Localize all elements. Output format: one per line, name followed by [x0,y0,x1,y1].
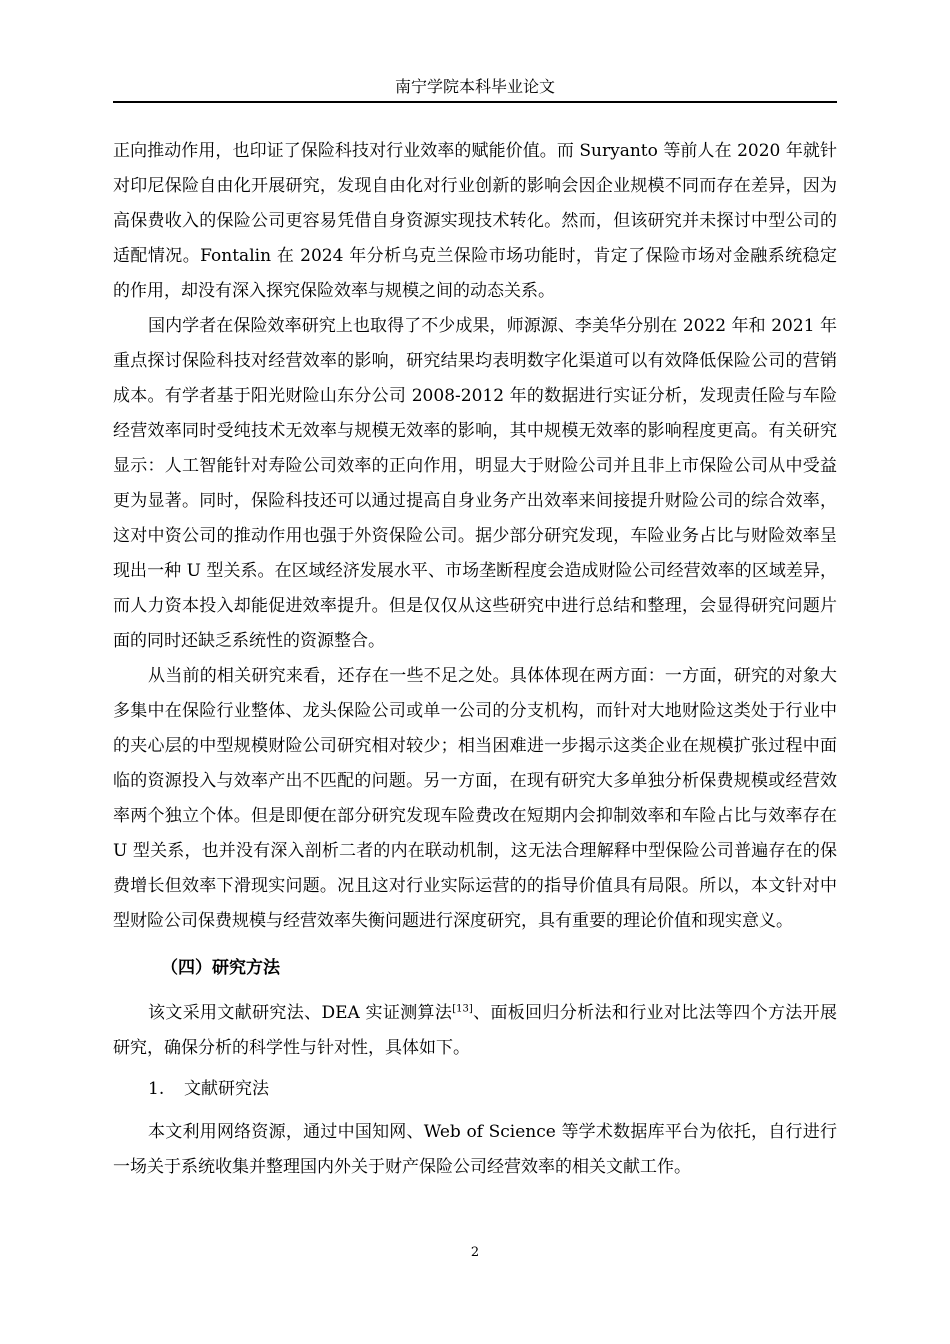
list-item-literature-method [113,1072,837,1107]
running-header: 南宁学院本科毕业论文 [394,77,555,96]
paragraph-continuation: 正向推动作用，也印证了保险科技对行业效率的赋能价值。而 Suryanto 等前人在 2020 年就针对印尼保险自由化开展研究，发现自由化对行业创新的影响会因企业规模不同而存在差异，因为高保费收入的保险公司更容易凭借自身资源实现技术转化。然而，但该研究并未探讨中型公司的适配情况。Fontalin 在 2024 年分析乌克兰保险市场功能时，肯定了保险市场对金融系统稳定的作用，却没有深入探究保险效率与规模之间的动态关系。 [113,141,837,301]
paragraph-research-gaps: 从当前的相关研究来看，还存在一些不足之处。具体体现在两方面：一方面，研究的对象大多集中在保险行业整体、龙头保险公司或单一公司的分支机构，而针对大地财险这类处于行业中的夹心层的中型规模财险公司研究相对较少；相当困难进一步揭示这类企业在规模扩张过程中面临的资源投入与效率产出不匹配的问题。另一方面，在现有研究大多单独分析保费规模或经营效率两个独立个体。但是即便在部分研究发现车险费改在短期内会抑制效率和车险占比与效率存在 U 型关系，也并没有深入剖析二者的内在联动机制，这无法合理解释中型保险公司普遍存在的保费增长但效率下滑现实问题。况且这对行业实际运营的的指导价值具有局限。所以，本文针对中型财险公司保费规模与经营效率失衡问题进行深度研究，具有重要的理论价值和现实意义。 [113,666,837,931]
citation-ref: [13] [452,1003,473,1015]
list-number: 1. [148,1079,165,1099]
paragraph-literature-method: 本文利用网络资源，通过中国知网、Web of Science 等学术数据库平台为依托，自行进行一场关于系统收集并整理国内外关于财产保险公司经营效率的相关文献工作。 [113,1122,837,1177]
paragraph-methods-intro [113,996,837,1066]
methods-intro-text-continued: 、面板回归分析法和行业对比法等四个方法开展研究，确保分析的科学性与针对性，具体如下。 [113,1003,837,1058]
section-heading-research-methods: （四）研究方法 [161,958,280,978]
body-text [113,134,837,1185]
paragraph-domestic-research: 国内学者在保险效率研究上也取得了不少成果，师源源、李美华分别在 2022 年和 2021 年重点探讨保险科技对经营效率的影响，研究结果均表明数字化渠道可以有效降低保险公司的营销成本。有学者基于阳光财险山东分公司 2008-2012 年的数据进行实证分析，发现责任险与车险经营效率同时受纯技术无效率与规模无效率的影响，其中规模无效率的影响程度更高。有关研究显示：人工智能针对寿险公司效率的正向作用，明显大于财险公司并且非上市保险公司从中受益更为显著。同时，保险科技还可以通过提高自身业务产出效率来间接提升财险公司的综合效率，这对中资公司的推动作用也强于外资保险公司。据少部分研究发现，车险业务占比与财险效率呈现出一种 U 型关系。在区域经济发展水平、市场垄断程度会造成财险公司经营效率的区域差异，而人力资本投入却能促进效率提升。但是仅仅从这些研究中进行总结和整理，会显得研究问题片面的同时还缺乏系统性的资源整合。 [113,316,837,651]
header-divider [113,101,837,103]
methods-intro-text: 该文采用文献研究法、DEA 实证测算法 [148,1003,453,1023]
page-number: 2 [470,1245,480,1260]
list-item-label: 文献研究法 [184,1079,269,1099]
